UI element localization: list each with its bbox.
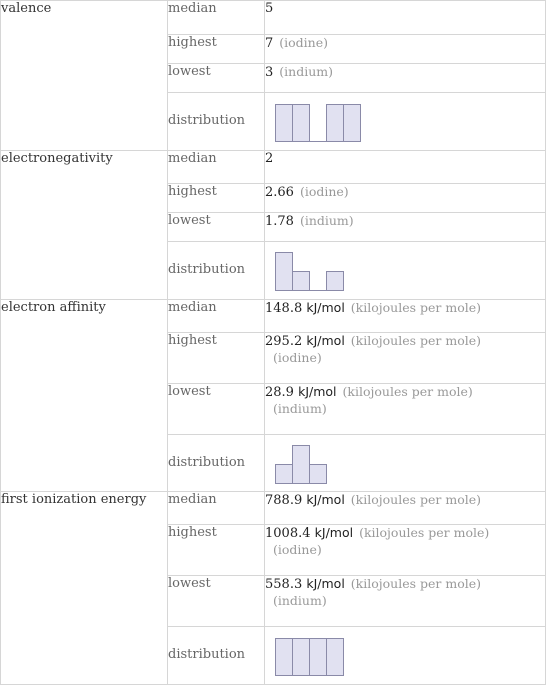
label-highest: highest [168,35,265,64]
median-value: 2 [265,151,274,166]
highest-element: (iodine) [273,542,322,557]
value-lowest [265,213,546,242]
median-unit-name: (kilojoules per mole) [350,300,482,315]
value-distribution [265,93,546,151]
median-value: 5 [265,1,274,16]
histogram-bar [293,639,310,676]
highest-value: 1008.4 [265,526,311,541]
value-median [265,151,546,184]
category-electronegativity: electronegativity [1,151,168,300]
distribution-histogram [265,435,385,491]
label-median: median [168,1,265,35]
lowest-unit-name: (kilojoules per mole) [350,576,482,591]
value-highest [265,333,546,384]
value-distribution [265,627,546,685]
histogram-bar [293,105,310,142]
highest-unit: kJ/mol [314,525,354,540]
highest-element: (iodine) [273,350,322,365]
lowest-value: 558.3 [265,577,303,592]
category-first-ionization-energy: first ionization energy [1,492,168,685]
highest-element: (iodine) [279,35,329,50]
category-electron-affinity: electron affinity [1,300,168,492]
histogram-bar [310,639,327,676]
distribution-histogram [265,93,385,149]
lowest-element: (indium) [299,213,354,228]
histogram-bar [276,465,293,484]
highest-element: (iodine) [299,184,349,199]
lowest-element: (indium) [273,593,327,608]
histogram-bar [310,465,327,484]
value-distribution [265,435,546,492]
label-highest: highest [168,333,265,384]
median-value: 148.8 [265,301,303,316]
label-highest: highest [168,184,265,213]
median-unit: kJ/mol [306,492,345,507]
value-median [265,492,546,525]
lowest-element: (indium) [279,64,333,79]
value-lowest [265,576,546,627]
label-lowest: lowest [168,64,265,93]
histogram-bar [293,446,310,484]
histogram-bar [276,105,293,142]
label-distribution: distribution [168,242,265,300]
lowest-value: 28.9 [265,385,294,400]
value-lowest [265,384,546,435]
label-distribution: distribution [168,93,265,151]
histogram-bar [344,105,361,142]
histogram-bar [327,105,344,142]
lowest-value: 3 [265,65,274,80]
lowest-unit: kJ/mol [306,576,345,591]
label-distribution: distribution [168,435,265,492]
label-median: median [168,151,265,184]
highest-value: 2.66 [265,185,294,200]
distribution-histogram [265,627,385,683]
label-lowest: lowest [168,384,265,435]
histogram-bar [327,639,344,676]
median-unit: kJ/mol [306,300,345,315]
label-highest: highest [168,525,265,576]
histogram-bar [276,639,293,676]
value-highest [265,184,546,213]
histogram-bar [327,272,344,291]
label-distribution: distribution [168,627,265,685]
label-lowest: lowest [168,576,265,627]
highest-unit-name: (kilojoules per mole) [350,333,482,348]
highest-unit: kJ/mol [306,333,345,348]
lowest-element: (indium) [273,401,327,416]
value-median [265,1,546,35]
category-valence: valence [1,1,168,151]
histogram-bar [276,253,293,291]
value-highest [265,35,546,64]
value-distribution [265,242,546,300]
lowest-value: 1.78 [265,214,294,229]
label-lowest: lowest [168,213,265,242]
value-lowest [265,64,546,93]
distribution-histogram [265,242,385,298]
value-highest [265,525,546,576]
median-unit-name: (kilojoules per mole) [350,492,482,507]
value-median [265,300,546,333]
label-median: median [168,300,265,333]
highest-unit-name: (kilojoules per mole) [359,525,490,540]
label-median: median [168,492,265,525]
lowest-unit-name: (kilojoules per mole) [342,384,473,399]
lowest-unit: kJ/mol [298,384,337,399]
median-value: 788.9 [265,493,303,508]
highest-value: 295.2 [265,334,303,349]
histogram-bar [293,272,310,291]
highest-value: 7 [265,36,274,51]
